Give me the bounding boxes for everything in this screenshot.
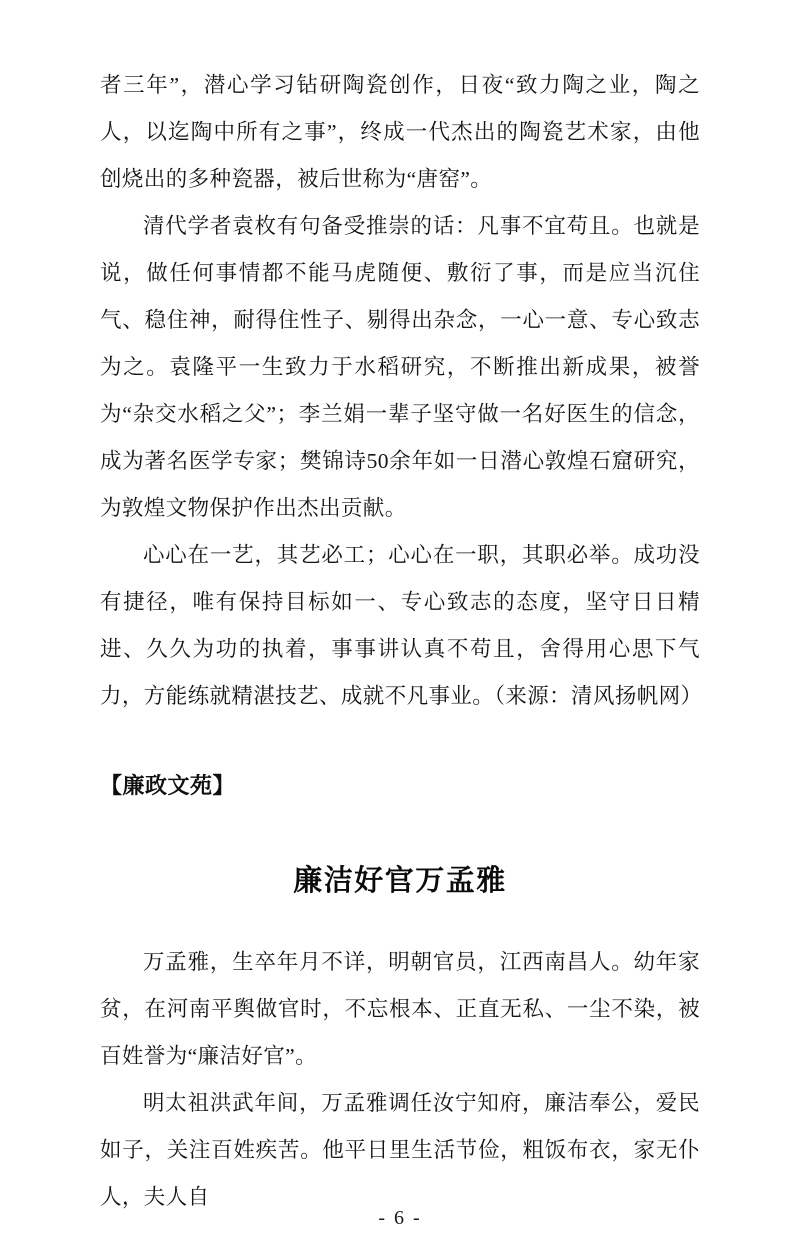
article-paragraph-second: 明太祖洪武年间，万孟雅调任汝宁知府，廉洁奉公，爱民如子，关注百姓疾苦。他平日里生活节俭，粗饭布衣，家无仆人，夫人自	[100, 1091, 700, 1209]
page-number: - 6 -	[378, 1207, 422, 1229]
article-title: 廉洁好官万孟雅	[293, 865, 507, 897]
section-tag: 【廉政文苑】	[100, 773, 236, 798]
article-paragraph-intro: 万孟雅，生卒年月不详，明朝官员，江西南昌人。幼年家贫，在河南平舆做官时，不忘根本、正直无私、一尘不染，被百姓誉为“廉洁好官”。	[100, 950, 700, 1068]
paragraph-conclusion: 心心在一艺，其艺必工；心心在一职，其职必举。成功没有捷径，唯有保持目标如一、专心致志的态度，坚守日日精进、久久为功的执着，事事讲认真不苟且，舍得用心思下气力，方能练就精湛技艺、成就不凡事业。（来源：清风扬帆网）	[100, 543, 703, 708]
paragraph-continuation: 者三年”，潜心学习钻研陶瓷创作，日夜“致力陶之业，陶之人，以迄陶中所有之事”，终成一代杰出的陶瓷艺术家，由他创烧出的多种瓷器，被后世称为“唐窑”。	[100, 73, 700, 191]
paragraph-yuanmei: 清代学者袁枚有句备受推崇的话：凡事不宜苟且。也就是说，做任何事情都不能马虎随便、敷衍了事，而是应当沉住气、稳住神，耐得住性子、剔得出杂念，一心一意、专心致志为之。袁隆平一生致力于水稻研究，不断推出新成果，被誉为“杂交水稻之父”；李兰娟一辈子坚守做一名好医生的信念，成为著名医学专家；樊锦诗50余年如一日潜心敦煌石窟研究，为敦煌文物保护作出杰出贡献。	[100, 214, 700, 520]
document-body	[100, 62, 703, 1221]
